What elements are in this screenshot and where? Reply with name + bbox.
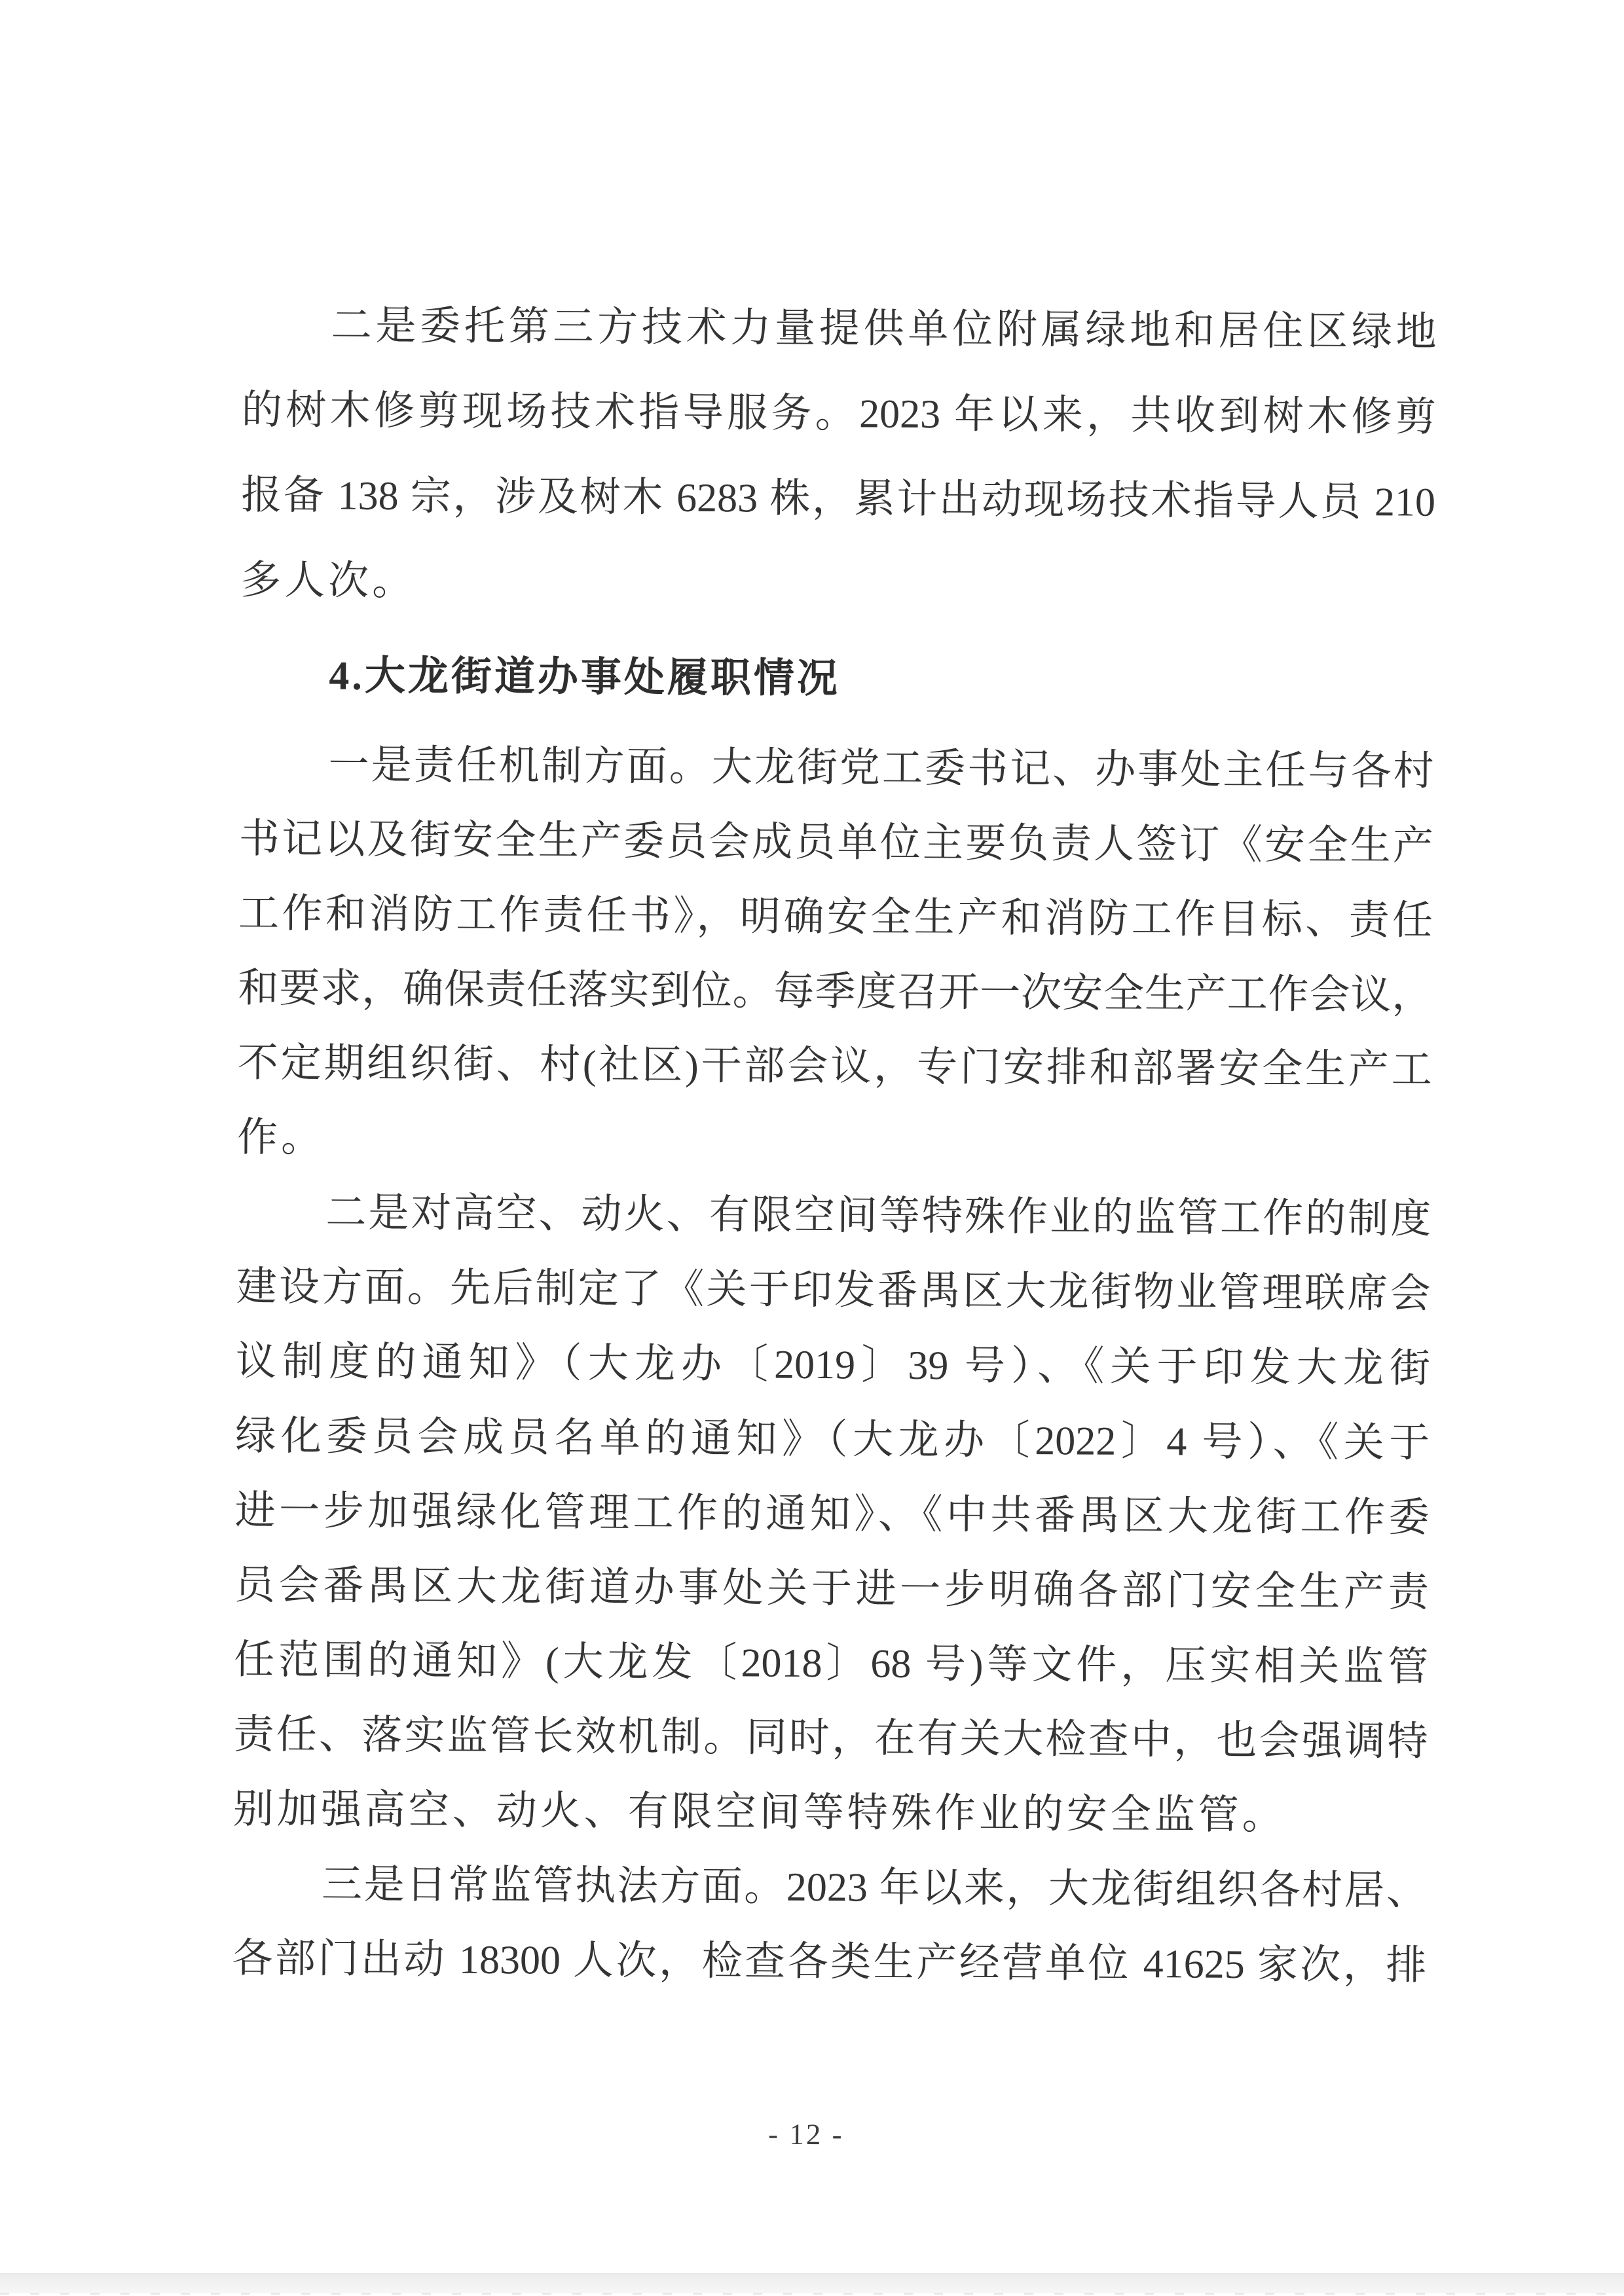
scan-artifact-band xyxy=(0,2273,1624,2293)
document-body xyxy=(232,283,1437,2003)
body-line: 和要求，确保责任落实到位。每季度召开一次安全生产工作会议， xyxy=(238,966,1433,1018)
body-line: 三是日常监管执法方面。2023 年以来，大龙街组织各村居、 xyxy=(321,1862,1428,1914)
body-line: 作。 xyxy=(236,1115,325,1161)
body-line: 一是责任机制方面。大龙街党工委书记、办事处主任与各村 xyxy=(328,742,1434,794)
body-line: 进一步加强绿化管理工作的通知》、《中共番禺区大龙街工作委 xyxy=(234,1488,1430,1540)
body-line: 不定期组织街、村(社区)干部会议，专门安排和部署安全生产工 xyxy=(237,1040,1432,1093)
body-line: 员会番禺区大龙街道办事处关于进一步明确各部门安全生产责 xyxy=(234,1563,1430,1615)
page-number: - 12 - xyxy=(767,2117,844,2151)
body-line: 报备 138 宗，涉及树木 6283 株，累计出动现场技术指导人员 210 xyxy=(240,473,1436,525)
body-line: 各部门出动 18300 人次，检查各类生产经营单位 41625 家次，排 xyxy=(232,1936,1427,1988)
body-line: 别加强高空、动火、有限空间等特殊作业的安全监管。 xyxy=(232,1787,1287,1838)
body-line: 责任、落实监管长效机制。同时，在有关大检查中，也会强调特 xyxy=(233,1712,1428,1764)
section-heading: 4.大龙街道办事处履职情况 xyxy=(329,653,841,702)
body-line: 二是对高空、动火、有限空间等特殊作业的监管工作的制度 xyxy=(325,1190,1431,1242)
body-line: 多人次。 xyxy=(240,558,416,604)
body-line: 议制度的通知》（大龙办〔2019〕39 号）、《关于印发大龙街 xyxy=(235,1339,1431,1391)
body-line: 的树木修剪现场技术指导服务。2023 年以来，共收到树木修剪 xyxy=(241,388,1437,440)
body-line: 二是委托第三方技术力量提供单位附属绿地和居住区绿地 xyxy=(331,303,1437,355)
scan-artifact-specks xyxy=(0,2293,1624,2295)
body-line: 任范围的通知》(大龙发〔2018〕68 号)等文件，压实相关监管 xyxy=(233,1637,1429,1690)
body-line: 书记以及街安全生产委员会成员单位主要负责人签订《安全生产 xyxy=(238,816,1434,869)
body-line: 绿化委员会成员名单的通知》（大龙办〔2022〕4 号）、《关于 xyxy=(235,1413,1430,1466)
body-line: 建设方面。先后制定了《关于印发番禺区大龙街物业管理联席会 xyxy=(236,1264,1431,1317)
body-line: 工作和消防工作责任书》，明确安全生产和消防工作目标、责任 xyxy=(238,891,1433,943)
